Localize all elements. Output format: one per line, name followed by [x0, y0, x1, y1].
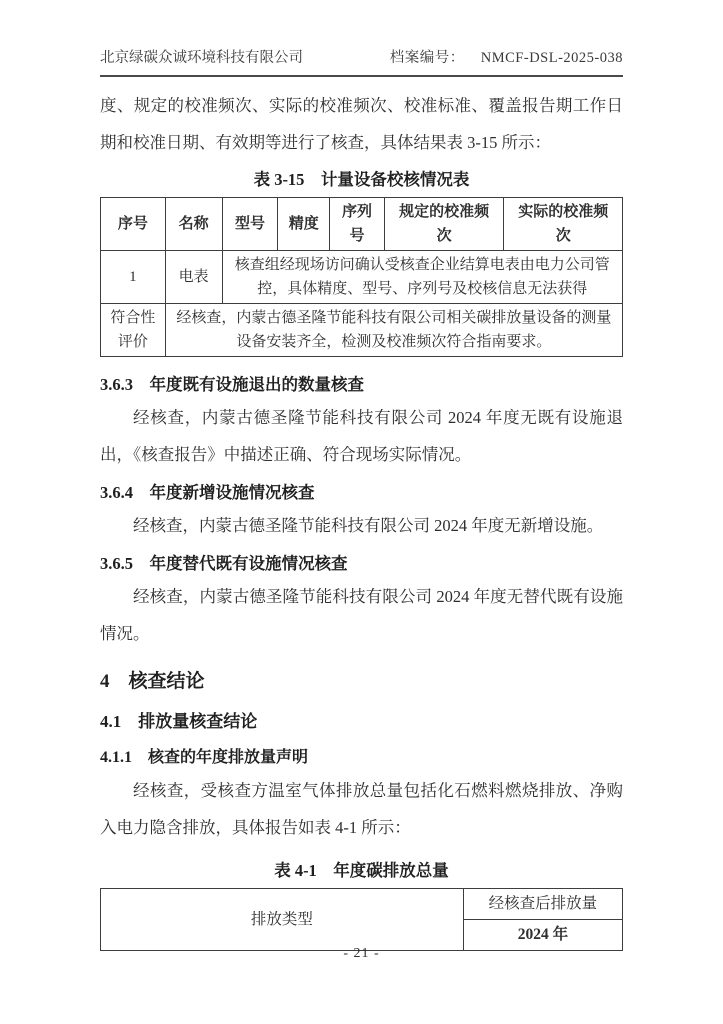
intro-paragraph: 度、规定的校准频次、实际的校准频次、校准标准、覆盖报告期工作日期和校准日期、有效期等进行了核查，具体结果表 3-15 所示： — [100, 96, 623, 152]
table-row — [101, 889, 623, 920]
verified-emission-header-cell: 经核查后排放量 — [463, 889, 622, 920]
table-4-1-title: 表 4-1 年度碳排放总量 — [274, 861, 449, 880]
section-body-3-6-3: 经核查，内蒙古德圣隆节能科技有限公司 2024 年度无既有设施退出，《核查报告》中描述正确、符合现场实际情况。 — [100, 408, 623, 464]
conformity-label-cell: 符合性评价 — [101, 304, 166, 357]
col-header-serial: 序列号 — [330, 198, 385, 251]
col-header-model: 型号 — [222, 198, 278, 251]
table-4-1 — [100, 888, 623, 951]
file-number — [390, 48, 623, 68]
table-row — [101, 251, 623, 304]
section-heading-3-6-3: 3.6.3 年度既有设施退出的数量核查 — [100, 375, 364, 394]
section-heading-3-6-5: 3.6.5 年度替代既有设施情况核查 — [100, 554, 348, 573]
company-name: 北京绿碳众诚环境科技有限公司 — [100, 50, 303, 66]
section-body-3-6-5: 经核查，内蒙古德圣隆节能科技有限公司 2024 年度无替代既有设施情况。 — [100, 587, 623, 643]
col-header-required-frequency: 规定的校准频次 — [384, 198, 504, 251]
device-seq-cell: 1 — [101, 251, 166, 304]
table-3-15 — [100, 197, 623, 357]
col-header-name: 名称 — [165, 198, 222, 251]
device-name-cell: 电表 — [165, 251, 222, 304]
section-body-3-6-4: 经核查，内蒙古德圣隆节能科技有限公司 2024 年度无新增设施。 — [133, 516, 604, 535]
table-row — [101, 304, 623, 357]
section-heading-4-1: 4.1 排放量核查结论 — [100, 712, 258, 731]
emission-type-header-cell: 排放类型 — [101, 889, 464, 951]
file-number-label: 档案编号： — [389, 50, 465, 66]
section-heading-3-6-4: 3.6.4 年度新增设施情况核查 — [100, 483, 315, 502]
file-number-value: NMCF-DSL-2025-038 — [480, 50, 623, 66]
col-header-precision: 精度 — [278, 198, 330, 251]
page-header — [100, 48, 623, 77]
section-heading-4-1-1: 4.1.1 核查的年度排放量声明 — [100, 749, 309, 766]
table-3-15-title: 表 3-15 计量设备校核情况表 — [253, 170, 470, 189]
year-header-cell: 2024 年 — [463, 920, 622, 951]
conformity-note-cell: 经核查，内蒙古德圣隆节能科技有限公司相关碳排放量设备的测量设备安装齐全，检测及校准频次符合指南要求。 — [165, 304, 622, 357]
device-note-cell: 核查组经现场访问确认受核查企业结算电表由电力公司管控，具体精度、型号、序列号及校核信息无法获得 — [222, 251, 622, 304]
col-header-actual-frequency: 实际的校准频次 — [504, 198, 623, 251]
section-body-4-1-1: 经核查，受核查方温室气体排放总量包括化石燃料燃烧排放、净购入电力隐含排放，具体报告如表 4-1 所示： — [100, 781, 623, 837]
page-number: - 21 - — [343, 946, 380, 961]
section-heading-4: 4 核查结论 — [100, 671, 205, 692]
col-header-seq: 序号 — [101, 198, 166, 251]
table-3-15-header-row — [101, 198, 623, 251]
